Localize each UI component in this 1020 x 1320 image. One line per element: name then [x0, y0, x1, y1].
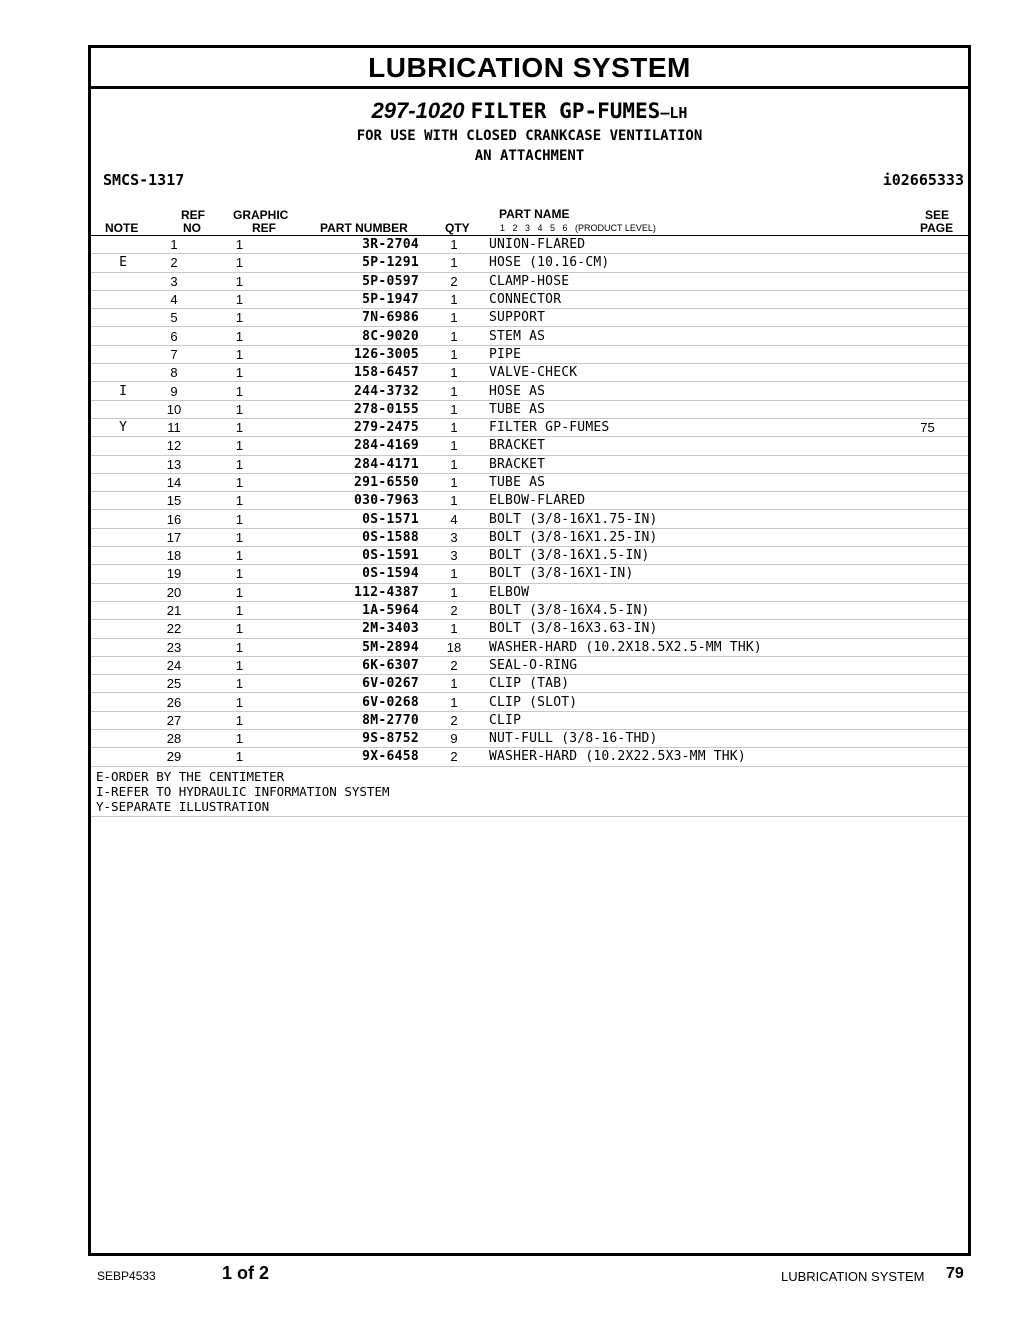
table-row	[91, 437, 968, 455]
row-qty: 1	[419, 327, 489, 345]
row-see-page	[887, 528, 968, 546]
row-qty: 1	[419, 620, 489, 638]
row-part-number: 126-3005	[286, 345, 419, 363]
table-row	[91, 748, 968, 766]
row-see-page	[887, 272, 968, 290]
table-row	[91, 638, 968, 656]
row-qty: 1	[419, 473, 489, 491]
row-part-name: BOLT (3/8-16X1.5-IN)	[489, 547, 887, 565]
row-qty: 1	[419, 236, 489, 254]
row-part-number: 284-4169	[286, 437, 419, 455]
row-see-page	[887, 236, 968, 254]
row-see-page	[887, 510, 968, 528]
row-part-name: STEM AS	[489, 327, 887, 345]
row-ref-no: 11	[155, 418, 193, 436]
row-ref-no: 28	[155, 730, 193, 748]
row-graphic-ref: 1	[193, 400, 286, 418]
row-graphic-ref: 1	[193, 272, 286, 290]
row-see-page	[887, 675, 968, 693]
row-qty: 1	[419, 382, 489, 400]
row-see-page: 75	[887, 418, 968, 436]
row-graphic-ref: 1	[193, 565, 286, 583]
row-note	[91, 620, 155, 638]
row-graphic-ref: 1	[193, 620, 286, 638]
row-ref-no: 4	[155, 290, 193, 308]
row-part-name: HOSE AS	[489, 382, 887, 400]
row-part-name: FILTER GP-FUMES	[489, 418, 887, 436]
row-part-number: 5P-1291	[286, 254, 419, 272]
group-number: 297-1020	[371, 98, 465, 123]
row-see-page	[887, 309, 968, 327]
row-note	[91, 730, 155, 748]
row-graphic-ref: 1	[193, 730, 286, 748]
row-note	[91, 547, 155, 565]
group-subtitle-1: FOR USE WITH CLOSED CRANKCASE VENTILATION	[356, 128, 703, 144]
col-see-bottom: PAGE	[920, 221, 954, 235]
col-product-level: 1 2 3 4 5 6 (PRODUCT LEVEL)	[500, 223, 656, 233]
row-part-number: 0S-1591	[286, 547, 419, 565]
row-see-page	[887, 492, 968, 510]
row-see-page	[887, 382, 968, 400]
row-part-name: BOLT (3/8-16X3.63-IN)	[489, 620, 887, 638]
row-ref-no: 18	[155, 547, 193, 565]
row-part-number: 2M-3403	[286, 620, 419, 638]
row-qty: 3	[419, 528, 489, 546]
table-row	[91, 675, 968, 693]
row-qty: 1	[419, 565, 489, 583]
row-graphic-ref: 1	[193, 748, 286, 766]
row-note	[91, 711, 155, 729]
row-graphic-ref: 1	[193, 236, 286, 254]
row-part-number: 6V-0268	[286, 693, 419, 711]
row-graphic-ref: 1	[193, 327, 286, 345]
row-part-name: HOSE (10.16-CM)	[489, 254, 887, 272]
row-ref-no: 1	[155, 236, 193, 254]
footer-system-name: LUBRICATION SYSTEM	[781, 1269, 925, 1284]
row-ref-no: 19	[155, 565, 193, 583]
row-part-number: 158-6457	[286, 364, 419, 382]
row-ref-no: 27	[155, 711, 193, 729]
col-note: NOTE	[105, 221, 139, 235]
row-graphic-ref: 1	[193, 711, 286, 729]
row-ref-no: 9	[155, 382, 193, 400]
notes-block	[91, 767, 968, 817]
group-subtitle-2: AN ATTACHMENT	[474, 148, 585, 164]
row-part-name: BOLT (3/8-16X4.5-IN)	[489, 601, 887, 619]
row-part-name: WASHER-HARD (10.2X22.5X3-MM THK)	[489, 748, 887, 766]
row-note	[91, 656, 155, 674]
row-part-number: 0S-1594	[286, 565, 419, 583]
row-ref-no: 17	[155, 528, 193, 546]
row-ref-no: 6	[155, 327, 193, 345]
row-note	[91, 492, 155, 510]
row-part-number: 3R-2704	[286, 236, 419, 254]
row-note	[91, 364, 155, 382]
row-ref-no: 3	[155, 272, 193, 290]
row-part-name: BRACKET	[489, 455, 887, 473]
table-row	[91, 236, 968, 254]
row-qty: 2	[419, 748, 489, 766]
table-row	[91, 656, 968, 674]
row-graphic-ref: 1	[193, 254, 286, 272]
row-part-number: 244-3732	[286, 382, 419, 400]
row-ref-no: 29	[155, 748, 193, 766]
table-row	[91, 364, 968, 382]
row-part-number: 0S-1588	[286, 528, 419, 546]
table-row	[91, 290, 968, 308]
table-row	[91, 327, 968, 345]
row-qty: 2	[419, 656, 489, 674]
row-note	[91, 290, 155, 308]
row-qty: 1	[419, 364, 489, 382]
row-part-name: NUT-FULL (3/8-16-THD)	[489, 730, 887, 748]
row-note	[91, 748, 155, 766]
row-qty: 2	[419, 272, 489, 290]
row-qty: 2	[419, 601, 489, 619]
col-ref-bottom: NO	[183, 221, 201, 235]
row-note	[91, 601, 155, 619]
row-see-page	[887, 656, 968, 674]
row-part-name: ELBOW	[489, 583, 887, 601]
row-graphic-ref: 1	[193, 418, 286, 436]
table-row	[91, 492, 968, 510]
row-qty: 1	[419, 675, 489, 693]
table-row	[91, 601, 968, 619]
row-part-name: SUPPORT	[489, 309, 887, 327]
row-see-page	[887, 400, 968, 418]
row-ref-no: 22	[155, 620, 193, 638]
table-row	[91, 382, 968, 400]
row-graphic-ref: 1	[193, 345, 286, 363]
row-qty: 4	[419, 510, 489, 528]
row-ref-no: 10	[155, 400, 193, 418]
col-graphic-top: GRAPHIC	[233, 208, 289, 222]
row-ref-no: 20	[155, 583, 193, 601]
table-row	[91, 693, 968, 711]
row-part-name: CLAMP-HOSE	[489, 272, 887, 290]
row-part-name: BRACKET	[489, 437, 887, 455]
row-note	[91, 528, 155, 546]
row-ref-no: 24	[155, 656, 193, 674]
row-part-number: 278-0155	[286, 400, 419, 418]
col-part-name: PART NAME	[499, 207, 570, 221]
row-part-name: BOLT (3/8-16X1.25-IN)	[489, 528, 887, 546]
row-see-page	[887, 583, 968, 601]
row-note	[91, 327, 155, 345]
table-row	[91, 455, 968, 473]
table-row	[91, 473, 968, 491]
row-note	[91, 583, 155, 601]
table-row	[91, 620, 968, 638]
table-row	[91, 400, 968, 418]
row-ref-no: 13	[155, 455, 193, 473]
row-note	[91, 473, 155, 491]
row-part-number: 8M-2770	[286, 711, 419, 729]
row-part-number: 6K-6307	[286, 656, 419, 674]
row-see-page	[887, 693, 968, 711]
row-qty: 1	[419, 437, 489, 455]
row-part-number: 6V-0267	[286, 675, 419, 693]
row-see-page	[887, 711, 968, 729]
note-line: Y-SEPARATE ILLUSTRATION	[96, 798, 270, 814]
row-ref-no: 15	[155, 492, 193, 510]
row-see-page	[887, 327, 968, 345]
row-graphic-ref: 1	[193, 382, 286, 400]
row-see-page	[887, 620, 968, 638]
row-part-number: 8C-9020	[286, 327, 419, 345]
table-row	[91, 309, 968, 327]
page-frame	[88, 45, 971, 1256]
row-part-name: TUBE AS	[489, 400, 887, 418]
row-qty: 3	[419, 547, 489, 565]
row-note: Y	[91, 418, 155, 436]
note-line: E-ORDER BY THE CENTIMETER	[96, 768, 285, 784]
row-qty: 9	[419, 730, 489, 748]
row-ref-no: 12	[155, 437, 193, 455]
row-note	[91, 565, 155, 583]
table-row	[91, 528, 968, 546]
row-part-number: 5P-0597	[286, 272, 419, 290]
row-graphic-ref: 1	[193, 583, 286, 601]
footer-page-of: 1 of 2	[222, 1263, 270, 1283]
row-part-name: WASHER-HARD (10.2X18.5X2.5-MM THK)	[489, 638, 887, 656]
row-qty: 1	[419, 693, 489, 711]
row-see-page	[887, 437, 968, 455]
row-note: I	[91, 382, 155, 400]
row-see-page	[887, 345, 968, 363]
row-see-page	[887, 748, 968, 766]
row-part-number: 5P-1947	[286, 290, 419, 308]
row-part-number: 7N-6986	[286, 309, 419, 327]
col-see-top: SEE	[925, 208, 950, 222]
row-note	[91, 510, 155, 528]
row-graphic-ref: 1	[193, 547, 286, 565]
row-ref-no: 25	[155, 675, 193, 693]
row-graphic-ref: 1	[193, 656, 286, 674]
row-qty: 1	[419, 492, 489, 510]
table-row	[91, 583, 968, 601]
col-graphic-bottom: REF	[252, 221, 276, 235]
row-note	[91, 437, 155, 455]
row-note	[91, 693, 155, 711]
row-see-page	[887, 547, 968, 565]
row-note: E	[91, 254, 155, 272]
table-row	[91, 254, 968, 272]
row-graphic-ref: 1	[193, 364, 286, 382]
row-see-page	[887, 638, 968, 656]
row-part-number: 284-4171	[286, 455, 419, 473]
table-row	[91, 345, 968, 363]
row-note	[91, 272, 155, 290]
row-ref-no: 21	[155, 601, 193, 619]
row-graphic-ref: 1	[193, 455, 286, 473]
row-qty: 1	[419, 583, 489, 601]
table-row	[91, 547, 968, 565]
row-part-number: 279-2475	[286, 418, 419, 436]
row-graphic-ref: 1	[193, 528, 286, 546]
row-see-page	[887, 290, 968, 308]
col-qty: QTY	[445, 221, 470, 235]
col-part-number: PART NUMBER	[320, 221, 408, 235]
row-part-number: 030-7963	[286, 492, 419, 510]
row-qty: 2	[419, 711, 489, 729]
row-see-page	[887, 455, 968, 473]
note-line: I-REFER TO HYDRAULIC INFORMATION SYSTEM	[96, 783, 390, 799]
footer-doc-number: SEBP4533	[97, 1269, 156, 1283]
row-part-name: CLIP	[489, 711, 887, 729]
row-see-page	[887, 601, 968, 619]
row-see-page	[887, 254, 968, 272]
row-ref-no: 16	[155, 510, 193, 528]
row-qty: 1	[419, 309, 489, 327]
page-footer	[0, 1262, 1020, 1292]
table-row	[91, 272, 968, 290]
row-graphic-ref: 1	[193, 601, 286, 619]
group-suffix: —LH	[660, 104, 688, 122]
row-graphic-ref: 1	[193, 675, 286, 693]
row-part-name: BOLT (3/8-16X1-IN)	[489, 565, 887, 583]
table-row	[91, 565, 968, 583]
row-part-number: 0S-1571	[286, 510, 419, 528]
row-note	[91, 236, 155, 254]
row-qty: 1	[419, 418, 489, 436]
row-part-name: ELBOW-FLARED	[489, 492, 887, 510]
table-row	[91, 418, 968, 436]
row-qty: 1	[419, 400, 489, 418]
row-part-name: PIPE	[489, 345, 887, 363]
row-see-page	[887, 730, 968, 748]
row-ref-no: 7	[155, 345, 193, 363]
row-part-number: 5M-2894	[286, 638, 419, 656]
row-ref-no: 5	[155, 309, 193, 327]
row-part-name: BOLT (3/8-16X1.75-IN)	[489, 510, 887, 528]
row-part-name: CLIP (SLOT)	[489, 693, 887, 711]
group-title	[91, 89, 968, 126]
row-ref-no: 26	[155, 693, 193, 711]
row-see-page	[887, 364, 968, 382]
table-row	[91, 510, 968, 528]
group-title-block	[91, 89, 968, 207]
row-part-number: 1A-5964	[286, 601, 419, 619]
col-ref-top: REF	[181, 208, 205, 222]
row-graphic-ref: 1	[193, 693, 286, 711]
row-part-name: VALVE-CHECK	[489, 364, 887, 382]
row-graphic-ref: 1	[193, 638, 286, 656]
row-graphic-ref: 1	[193, 437, 286, 455]
parts-table-header	[91, 207, 968, 236]
section-title: LUBRICATION SYSTEM	[91, 48, 968, 89]
footer-page-number: 79	[946, 1265, 964, 1282]
row-ref-no: 23	[155, 638, 193, 656]
row-ref-no: 14	[155, 473, 193, 491]
parts-table-body	[91, 236, 968, 766]
row-see-page	[887, 473, 968, 491]
smcs-code: SMCS-1317	[103, 171, 185, 189]
row-graphic-ref: 1	[193, 492, 286, 510]
row-graphic-ref: 1	[193, 290, 286, 308]
row-qty: 1	[419, 345, 489, 363]
row-graphic-ref: 1	[193, 309, 286, 327]
group-name: FILTER GP-FUMES	[470, 99, 661, 123]
row-part-number: 9S-8752	[286, 730, 419, 748]
row-part-name: CLIP (TAB)	[489, 675, 887, 693]
row-note	[91, 675, 155, 693]
illustration-id: i02665333	[882, 171, 964, 189]
row-note	[91, 400, 155, 418]
row-part-number: 112-4387	[286, 583, 419, 601]
row-ref-no: 2	[155, 254, 193, 272]
parts-table	[91, 236, 968, 767]
row-graphic-ref: 1	[193, 473, 286, 491]
row-qty: 18	[419, 638, 489, 656]
row-part-name: UNION-FLARED	[489, 236, 887, 254]
row-part-number: 9X-6458	[286, 748, 419, 766]
row-qty: 1	[419, 455, 489, 473]
row-part-name: TUBE AS	[489, 473, 887, 491]
row-part-name: SEAL-O-RING	[489, 656, 887, 674]
row-note	[91, 309, 155, 327]
row-qty: 1	[419, 290, 489, 308]
table-row	[91, 730, 968, 748]
table-row	[91, 711, 968, 729]
row-ref-no: 8	[155, 364, 193, 382]
row-qty: 1	[419, 254, 489, 272]
row-part-number: 291-6550	[286, 473, 419, 491]
row-see-page	[887, 565, 968, 583]
row-note	[91, 345, 155, 363]
row-graphic-ref: 1	[193, 510, 286, 528]
row-note	[91, 638, 155, 656]
row-note	[91, 455, 155, 473]
row-part-name: CONNECTOR	[489, 290, 887, 308]
